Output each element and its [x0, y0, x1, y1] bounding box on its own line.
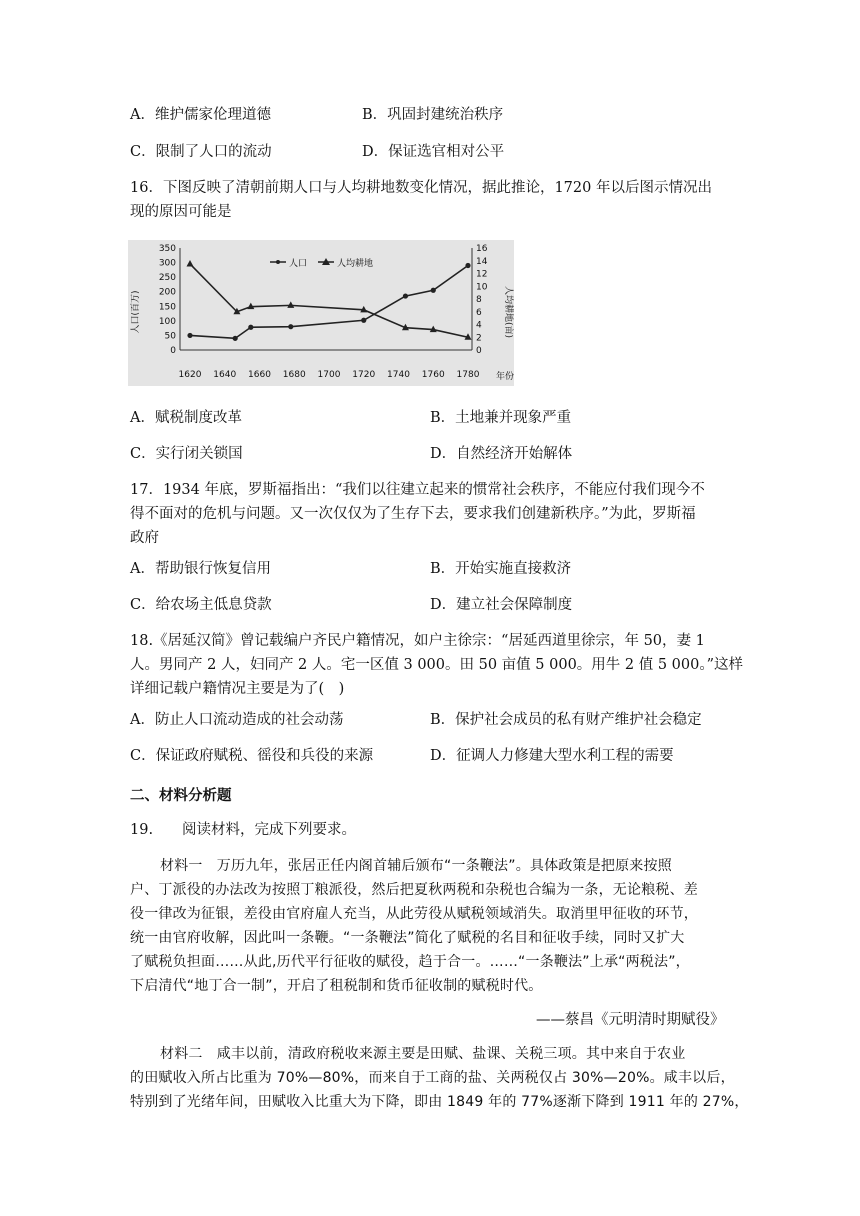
- y-right-label: 人均耕地(亩): [503, 285, 513, 339]
- y-right-tick-label: 14: [476, 256, 488, 267]
- q17-option-b: B．开始实施直接救济: [430, 561, 572, 577]
- q17-option-d: D．建立社会保障制度: [430, 597, 573, 613]
- x-tick-label: 1720: [352, 370, 376, 380]
- q16-option-a: A．赋税制度改革: [130, 410, 242, 426]
- population-point: [288, 324, 293, 329]
- material2-line-1: 材料二 咸丰以前，清政府税收来源主要是田赋、盐课、关税三项。其中来自于农业: [160, 1046, 686, 1062]
- x-tick-label: 1780: [456, 370, 480, 380]
- x-unit-label: 年份: [496, 372, 514, 382]
- x-tick-label: 1680: [282, 370, 306, 380]
- population-point: [233, 336, 238, 341]
- q17-option-c: C．给农场主低息贷款: [130, 597, 272, 613]
- q15-option-b: B．巩固封建统治秩序: [362, 107, 504, 123]
- q17-stem-line-1: 17．1934 年底，罗斯福指出：“我们以往建立起来的惯常社会秩序，不能应付我们现今不: [130, 482, 705, 498]
- q18-stem-line-2: 人。男同产 2 人，妇同产 2 人。宅一区值 3 000。田 50 亩值 5 000。用牛 2 值 5 000。”这样: [130, 657, 744, 673]
- y-left-tick-label: 350: [158, 244, 176, 254]
- y-left-tick-label: 50: [164, 331, 176, 342]
- y-right-tick-label: 10: [476, 282, 488, 293]
- legend-population: 人口: [289, 259, 308, 269]
- legend-farmland: 人均耕地: [337, 259, 374, 269]
- material1-line-3: 役一律改为征银，差役由官府雇人充当，从此劳役从赋税领域消失。取消里甲征收的环节，: [130, 906, 698, 922]
- y-left-tick-label: 300: [158, 258, 176, 269]
- q18-option-d: D．征调人力修建大型水利工程的需要: [430, 748, 674, 764]
- q17-option-a: A．帮助银行恢复信用: [130, 561, 271, 577]
- q15-option-c: C．限制了人口的流动: [130, 144, 272, 160]
- q18-stem-line-3: 详细记载户籍情况主要是为了( ): [130, 681, 345, 697]
- material1-line-2: 户、丁派役的办法改为按照丁粮派役，然后把夏秋两税和杂税也合编为一条，无论粮税、差: [130, 882, 698, 898]
- y-left-tick-label: 250: [158, 273, 176, 284]
- y-right-tick-label: 12: [476, 269, 488, 280]
- material2-line-3: 特别到了光绪年间，田赋收入比重大为下降，即由 1849 年的 77%逐渐下降到 1911 年的 27%，: [130, 1094, 749, 1110]
- q16-option-c: C．实行闭关锁国: [130, 446, 243, 462]
- y-right-tick-label: 2: [476, 333, 482, 344]
- material1-line-6: 下启清代“地丁合一制”，开启了租税制和货币征收制的赋税时代。: [130, 978, 543, 994]
- y-left-tick-label: 100: [158, 316, 176, 327]
- section-title: 二、材料分析题: [130, 788, 232, 804]
- y-left-tick-label: 150: [158, 302, 176, 313]
- x-tick-label: 1700: [317, 370, 341, 380]
- x-tick-label: 1660: [248, 370, 271, 380]
- y-left-label: 人口(百万): [131, 290, 141, 334]
- q16-option-d: D．自然经济开始解体: [430, 446, 573, 462]
- x-tick-label: 1760: [421, 370, 445, 380]
- q18-option-b: B．保护社会成员的私有财产维护社会稳定: [430, 712, 702, 728]
- x-tick-label: 1620: [178, 370, 202, 380]
- y-right-tick-label: 6: [476, 307, 482, 318]
- population-point: [361, 318, 366, 323]
- q16-option-b: B．土地兼并现象严重: [430, 410, 572, 426]
- population-point: [187, 333, 192, 338]
- y-right-tick-label: 16: [476, 244, 488, 254]
- q15-option-d: D．保证选官相对公平: [362, 144, 505, 160]
- population-point: [248, 325, 253, 330]
- q16-stem-line-1: 16．下图反映了清朝前期人口与人均耕地数变化情况，据此推论，1720 年以后图示情况出: [130, 180, 712, 196]
- x-tick-label: 1640: [213, 370, 237, 380]
- y-left-tick-label: 0: [170, 346, 176, 356]
- y-left-tick-label: 200: [158, 287, 176, 298]
- material1-source: ——蔡昌《元明清时期赋役》: [536, 1012, 725, 1028]
- x-tick-label: 1740: [387, 370, 410, 380]
- material1-line-4: 统一由官府收解，因此叫一条鞭。“一条鞭法”简化了赋税的名目和征收手续，同时又扩大: [130, 930, 685, 946]
- q16-stem-line-2: 现的原因可能是: [130, 204, 232, 220]
- population-point: [431, 288, 436, 293]
- q18-option-a: A．防止人口流动造成的社会动荡: [130, 712, 344, 728]
- q17-stem-line-2: 得不面对的危机与问题。又一次仅仅为了生存下去，要求我们创建新秩序。”为此，罗斯福: [130, 506, 696, 522]
- material1-line-1: 材料一 万历九年，张居正任内阁首辅后颁布“一条鞭法”。具体政策是把原来按照: [160, 858, 672, 874]
- population-farmland-chart: [128, 240, 514, 386]
- q19-stem: 19. 阅读材料，完成下列要求。: [130, 822, 357, 838]
- y-right-tick-label: 0: [476, 346, 482, 356]
- population-point: [403, 293, 408, 298]
- material2-line-2: 的田赋收入所占比重为 70%—80%，而来自于工商的盐、关两税仅占 30%—20%。咸丰以后，: [130, 1070, 735, 1086]
- q18-option-c: C．保证政府赋税、徭役和兵役的来源: [130, 748, 374, 764]
- y-right-tick-label: 4: [476, 320, 482, 331]
- q15-option-a: A．维护儒家伦理道德: [130, 107, 271, 123]
- y-right-tick-label: 8: [476, 295, 482, 305]
- q18-stem-line-1: 18.《居延汉简》曾记载编户齐民户籍情况，如户主徐宗：“居延西道里徐宗，年 50，妻 1: [130, 633, 705, 649]
- material1-line-5: 了赋税负担面……从此,历代平行征收的赋役，趋于合一。……“一条鞭法”上承“两税法”，: [130, 954, 690, 970]
- q17-stem-line-3: 政府: [130, 530, 159, 546]
- population-point: [465, 263, 470, 268]
